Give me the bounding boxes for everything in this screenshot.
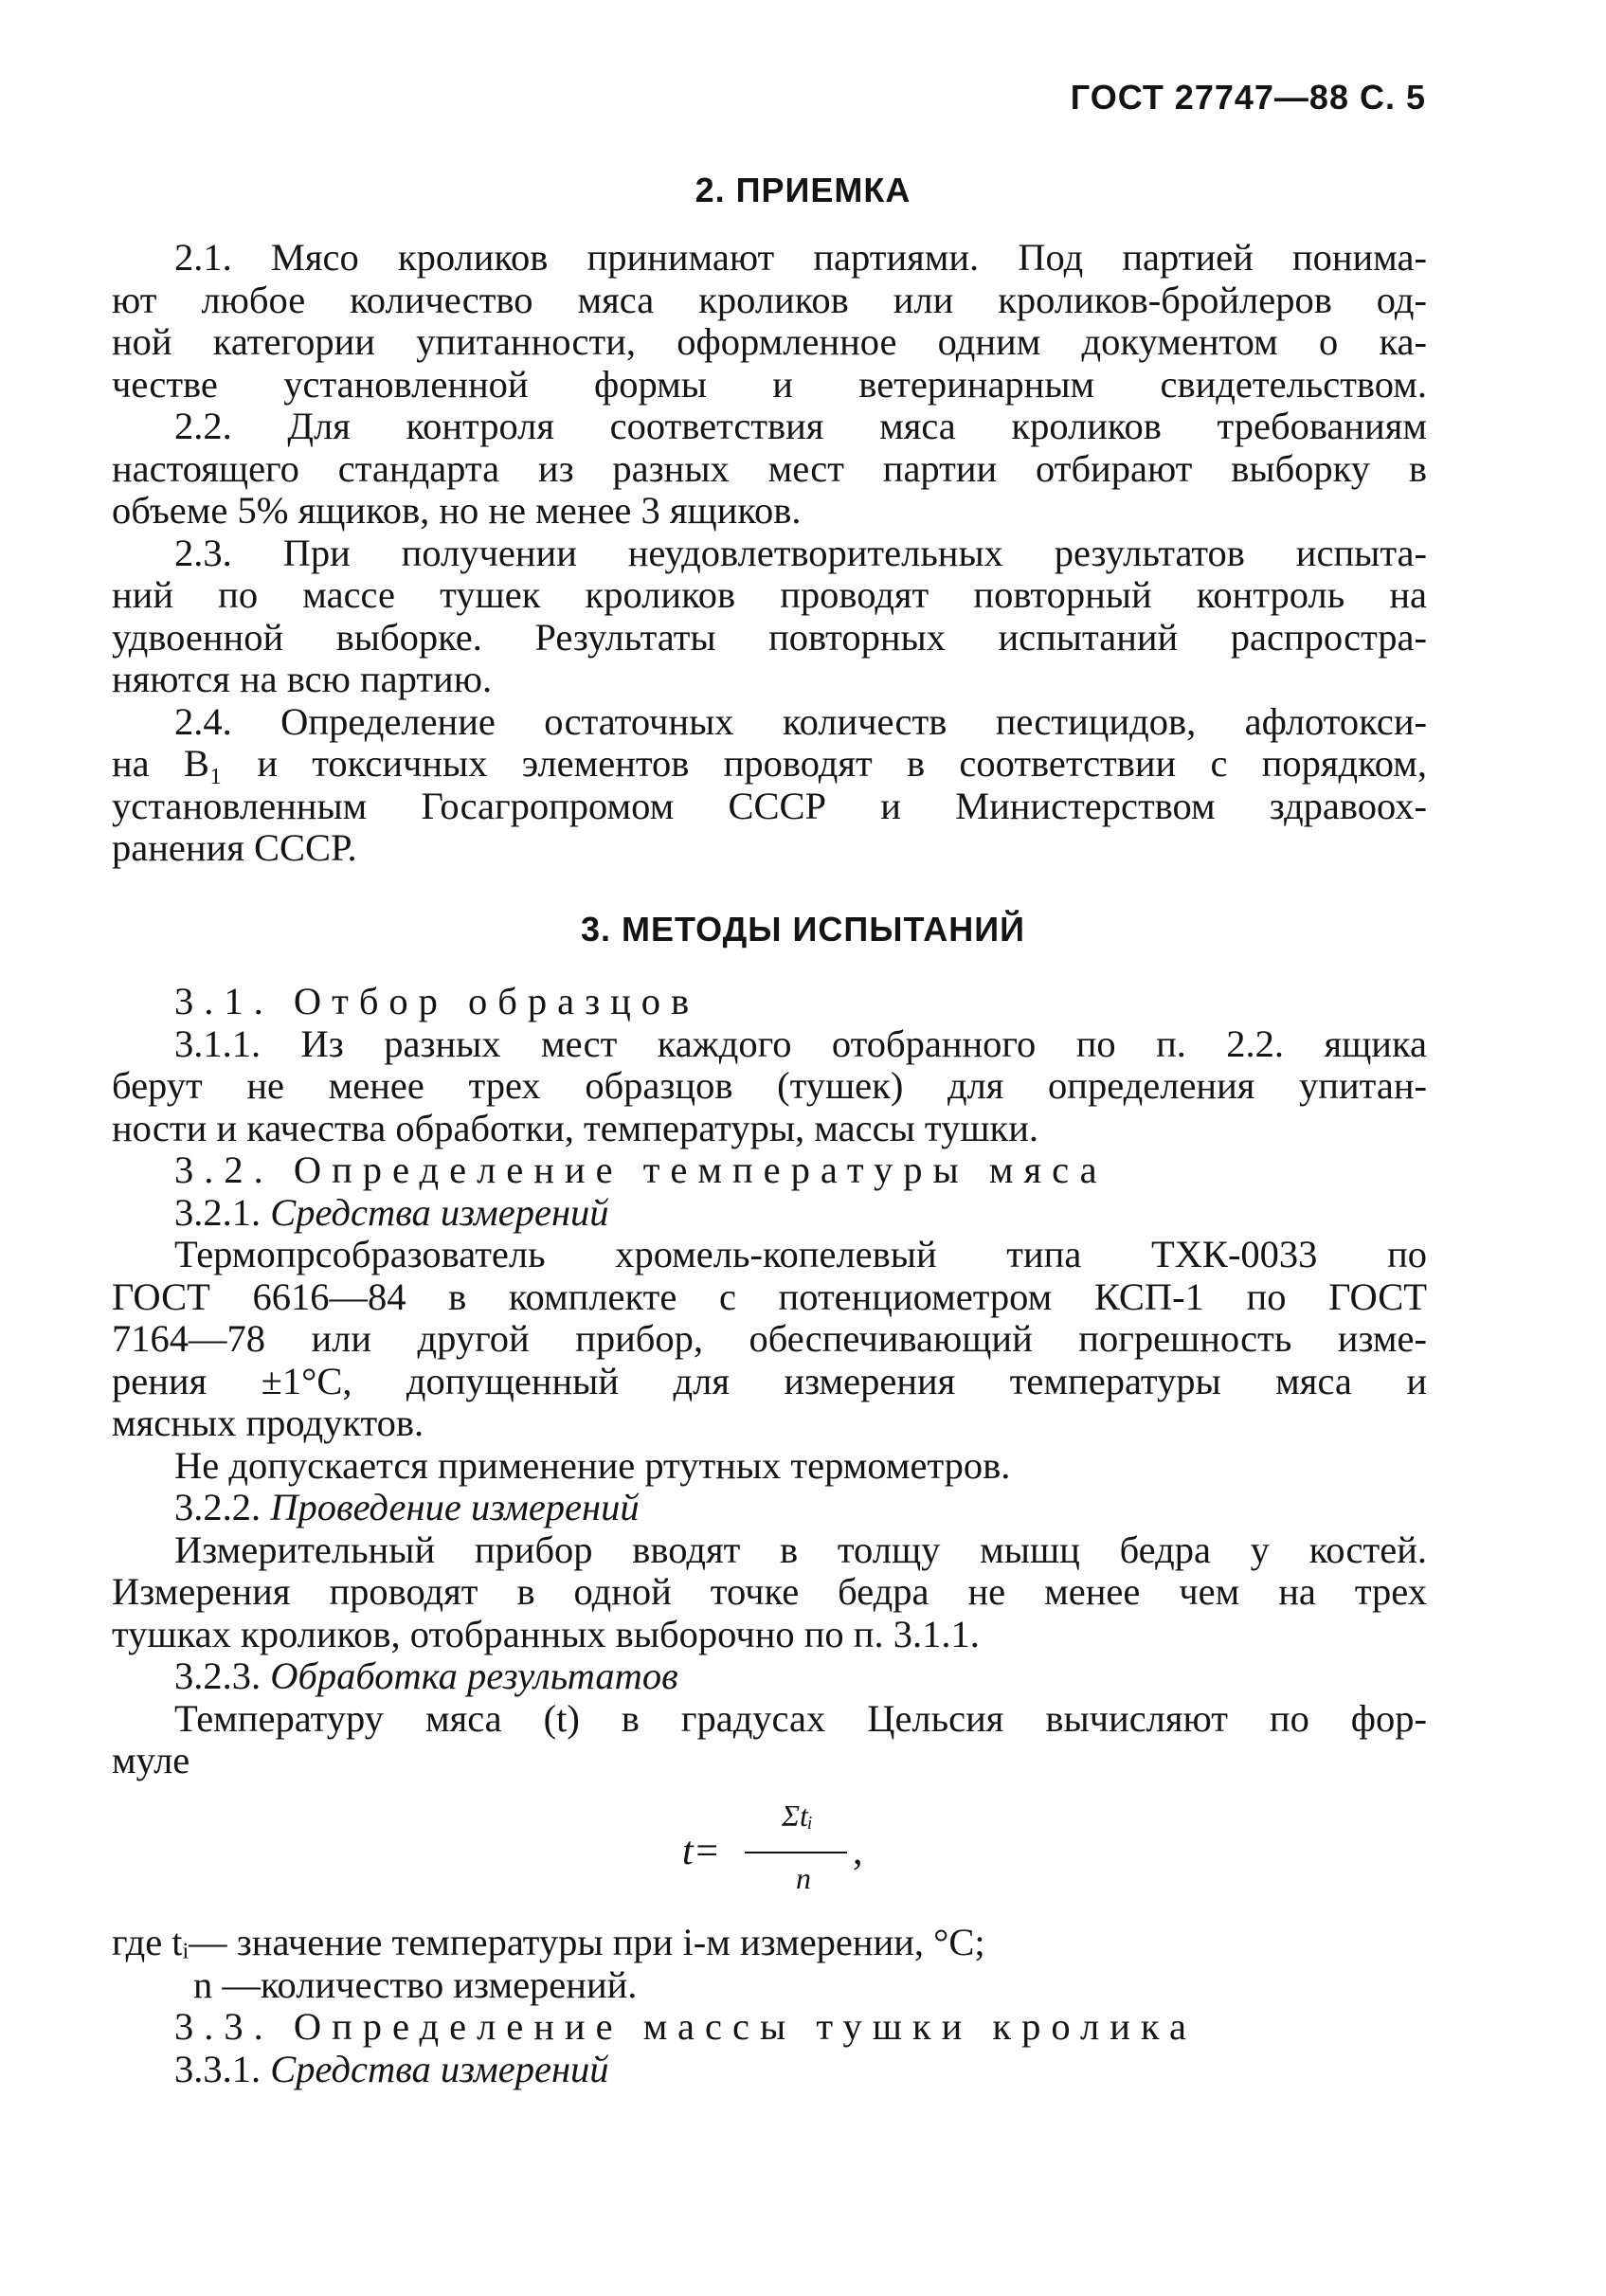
section-test-methods-body bbox=[112, 981, 1427, 1782]
paragraph-line: ГОСТ 6616—84 в комплекте с потенциометром КСП-1 по ГОСТ bbox=[112, 1275, 1427, 1318]
paragraph-line: честве установленной формы и ветеринарным свидетельством. bbox=[112, 362, 1427, 406]
clause-heading bbox=[112, 1487, 1427, 1529]
paragraph-line: 2.4. Определение остаточных количеств пестицидов, афлотокси- bbox=[174, 699, 1427, 743]
paragraph-line: настоящего стандарта из разных мест партии отбирают выборку в bbox=[112, 446, 1427, 490]
paragraph-line: рения ±1°С, допущенный для измерения температуры мяса и bbox=[112, 1359, 1427, 1402]
paragraph-line: удвоенной выборке. Результаты повторных испытаний распростра- bbox=[112, 615, 1427, 659]
paragraph-line: 3.1.1. Из разных мест каждого отобранного по п. 2.2. ящика bbox=[174, 1021, 1427, 1065]
paragraph-line: ности и качества обработки, температуры, массы тушки. bbox=[112, 1106, 1038, 1149]
paragraph-line: ют любое количество мяса кроликов или кроликов-бройлеров од- bbox=[112, 278, 1427, 321]
paragraph-line: Не допускается применение ртутных термометров. bbox=[174, 1443, 1011, 1487]
clause-title: Обработка результатов bbox=[270, 1654, 678, 1697]
section-acceptance-body bbox=[112, 237, 1427, 870]
formula-denominator: n bbox=[796, 1861, 811, 1895]
paragraph-line: Измерительный прибор вводят в толщу мышц бедра у костей. bbox=[174, 1528, 1427, 1571]
clause-number: 3.2.1. bbox=[174, 1190, 262, 1234]
paragraph-line: на В₁ и токсичных элементов проводят в соответствии с порядком, bbox=[112, 742, 1427, 785]
page-header: ГОСТ 27747—88 С. 5 bbox=[1070, 78, 1426, 117]
formula-legend-line: где tᵢ— значение температуры при i-м измерении, °С; bbox=[112, 1921, 985, 1963]
paragraph-line: 7164—78 или другой прибор, обеспечивающий погрешность изме- bbox=[112, 1317, 1427, 1360]
paragraph-line: Температуру мяса (t) в градусах Цельсия вычисляют по фор- bbox=[174, 1696, 1427, 1740]
formula-lhs: t= bbox=[682, 1830, 721, 1873]
formula-legend-line: n —количество измерений. bbox=[193, 1962, 638, 2006]
paragraph-line: 2.3. При получении неудовлетворительных результатов испыта- bbox=[174, 531, 1427, 574]
paragraph-line: Термопрсобразователь хромель-копелевый типа ТХК-0033 по bbox=[174, 1233, 1427, 1275]
paragraph-line: берут не менее трех образцов (тушек) для определения упитан- bbox=[112, 1064, 1427, 1107]
paragraph-line: мясных продуктов. bbox=[112, 1401, 424, 1444]
paragraph-line: ний по массе тушек кроликов проводят повторный контроль на bbox=[112, 573, 1427, 616]
subsection-heading: 3.2. Определение температуры мяса bbox=[174, 1148, 1108, 1191]
clause-heading bbox=[112, 1655, 1427, 1698]
formula-numerator: Σtᵢ bbox=[782, 1799, 813, 1833]
clause-number: 3.3.1. bbox=[174, 2047, 262, 2090]
formula-legend-and-next-section bbox=[112, 1922, 1427, 2090]
subsection-heading: 3.3. Определение массы тушки кролика bbox=[174, 2005, 1197, 2048]
subsection-heading: 3.1. Отбор образцов bbox=[174, 980, 700, 1022]
paragraph-line: объеме 5% ящиков, но не менее 3 ящиков. bbox=[112, 489, 802, 532]
clause-number: 3.2.3. bbox=[174, 1654, 262, 1697]
clause-heading bbox=[112, 1192, 1427, 1235]
section-title-acceptance: 2. ПРИЕМКА bbox=[695, 171, 911, 209]
clause-title: Средства измерений bbox=[270, 2047, 609, 2090]
paragraph-line: 2.1. Мясо кроликов принимают партиями. Под партией понима- bbox=[174, 236, 1427, 279]
clause-heading bbox=[112, 2049, 1427, 2091]
formula-trail: , bbox=[853, 1830, 863, 1873]
clause-title: Средства измерений bbox=[270, 1190, 609, 1234]
mean-temperature-formula bbox=[682, 1799, 891, 1903]
paragraph-line: ранения СССР. bbox=[112, 826, 357, 869]
paragraph-line: тушках кроликов, отобранных выборочно по п. 3.1.1. bbox=[112, 1612, 980, 1655]
clause-title: Проведение измерений bbox=[270, 1486, 640, 1528]
paragraph-line: установленным Госагропромом СССР и Министерством здравоох- bbox=[112, 784, 1427, 827]
fraction-bar bbox=[745, 1852, 847, 1853]
paragraph-line: 2.2. Для контроля соответствия мяса кроликов требованиям bbox=[174, 405, 1427, 447]
paragraph-line: Измерения проводят в одной точке бедра не менее чем на трех bbox=[112, 1570, 1427, 1613]
paragraph-line: няются на всю партию. bbox=[112, 658, 493, 700]
paragraph-line: муле bbox=[112, 1739, 190, 1781]
paragraph-line: ной категории упитанности, оформленное одним документом о ка- bbox=[112, 320, 1427, 363]
clause-number: 3.2.2. bbox=[174, 1486, 262, 1528]
section-title-test-methods: 3. МЕТОДЫ ИСПЫТАНИЙ bbox=[581, 910, 1025, 949]
